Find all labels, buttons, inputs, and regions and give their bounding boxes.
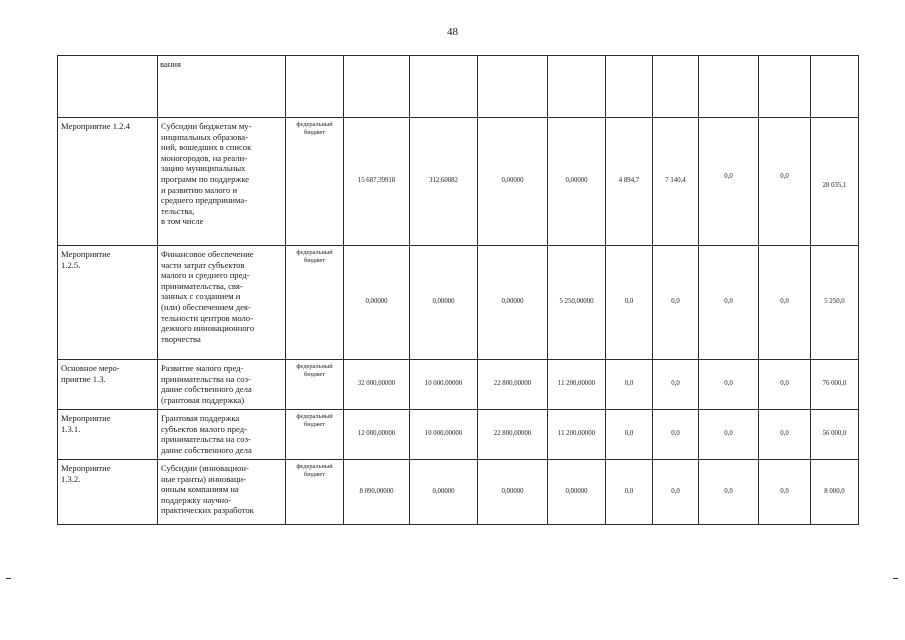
value-cell: 0,0 <box>699 410 759 460</box>
value-cell: 10 000,00000 <box>410 410 478 460</box>
total-cell: 28 035,1 <box>811 118 859 246</box>
measure-name-cell <box>158 360 286 410</box>
table-cell <box>759 56 811 118</box>
value-cell: 0,0 <box>606 360 653 410</box>
value-cell: 0,0 <box>699 360 759 410</box>
value-cell: 0,00000 <box>548 118 606 246</box>
table-row-continuation <box>58 56 859 118</box>
value-cell: 0,00000 <box>478 118 548 246</box>
value-cell: 0,00000 <box>478 460 548 525</box>
total-cell: 56 000,0 <box>811 410 859 460</box>
name-continuation: вания <box>160 59 181 69</box>
table-cell <box>158 56 286 118</box>
value-cell: 0,0 <box>759 410 811 460</box>
value-cell: 22 800,00000 <box>478 410 548 460</box>
measure-name-cell <box>158 246 286 360</box>
measure-code-cell <box>58 460 158 525</box>
funding-source-cell <box>286 246 344 360</box>
value-cell: 32 000,00000 <box>344 360 410 410</box>
table-cell <box>653 56 699 118</box>
measure-code-cell <box>58 118 158 246</box>
value-cell: 0,0 <box>653 460 699 525</box>
table-cell <box>478 56 548 118</box>
value-cell: 4 894,7 <box>606 118 653 246</box>
funding-source: федеральный бюджет <box>296 463 333 478</box>
measure-name-cell <box>158 460 286 525</box>
value-cell: 0,0 <box>759 118 811 246</box>
measure-name: Субсидии (инновацион- ные гранты) инноваци- онным компаниям на поддержку научно- практических разработок <box>161 463 254 516</box>
value-cell: 0,0 <box>699 118 759 246</box>
value-cell: 11 200,00000 <box>548 410 606 460</box>
value-cell: 5 250,00000 <box>548 246 606 360</box>
value-cell: 10 000,00000 <box>410 360 478 410</box>
value-cell: 0,0 <box>759 460 811 525</box>
value-cell: 0,0 <box>699 460 759 525</box>
funding-source: федеральный бюджет <box>296 249 333 264</box>
budget-table <box>57 55 859 525</box>
table-cell <box>344 56 410 118</box>
page-number: 48 <box>447 26 458 38</box>
value-cell: 0,00000 <box>344 246 410 360</box>
measure-code: Мероприятие 1.3.2. <box>61 463 111 484</box>
measure-name: Развитие малого пред- принимательства на соз- дание собственного дела (грантовая поддержка) <box>161 363 252 405</box>
scan-edge-mark <box>6 578 11 579</box>
funding-source: федеральный бюджет <box>296 363 333 378</box>
value-cell: 22 800,00000 <box>478 360 548 410</box>
scan-edge-mark <box>893 578 898 579</box>
value-cell: 0,0 <box>759 360 811 410</box>
value-cell: 0,0 <box>653 246 699 360</box>
measure-code: Мероприятие 1.2.5. <box>61 249 111 270</box>
table-row <box>58 360 859 410</box>
table-cell <box>286 56 344 118</box>
table-cell <box>606 56 653 118</box>
value-cell: 0,0 <box>606 460 653 525</box>
value-cell: 0,00000 <box>410 246 478 360</box>
value-cell: 0,0 <box>699 246 759 360</box>
funding-source: федеральный бюджет <box>296 413 333 428</box>
total-cell: 8 000,0 <box>811 460 859 525</box>
total-cell: 5 250,0 <box>811 246 859 360</box>
measure-name-cell <box>158 410 286 460</box>
funding-source: федеральный бюджет <box>296 121 333 136</box>
measure-name: Грантовая поддержка субъектов малого пред- принимательства на соз- дание собственного дела <box>161 413 252 455</box>
total-cell: 76 000,0 <box>811 360 859 410</box>
measure-code-cell <box>58 246 158 360</box>
value-cell: 0,00000 <box>410 460 478 525</box>
value-cell: 0,0 <box>759 246 811 360</box>
table-cell <box>548 56 606 118</box>
measure-code: Мероприятие 1.2.4 <box>61 121 130 131</box>
table-row <box>58 410 859 460</box>
value-cell: 0,0 <box>606 410 653 460</box>
table-cell <box>699 56 759 118</box>
value-cell: 0,00000 <box>548 460 606 525</box>
value-cell: 0,00000 <box>478 246 548 360</box>
measure-code-cell <box>58 360 158 410</box>
funding-source-cell <box>286 460 344 525</box>
value-cell: 0,0 <box>653 410 699 460</box>
funding-source-cell <box>286 118 344 246</box>
table-cell <box>410 56 478 118</box>
measure-code: Основное меро- приятие 1.3. <box>61 363 120 384</box>
value-cell: 15 687,39918 <box>344 118 410 246</box>
table-row <box>58 460 859 525</box>
value-cell: 8 090,00000 <box>344 460 410 525</box>
value-cell: 0,0 <box>653 360 699 410</box>
measure-name: Финансовое обеспечение части затрат субъектов малого и среднего пред- принимательства, свя- занных с созданием и (или) обеспечением дея- тельности центров моло- дежного инновационного творчества <box>161 249 255 344</box>
funding-source-cell <box>286 360 344 410</box>
value-cell: 7 140,4 <box>653 118 699 246</box>
value-cell: 11 200,00000 <box>548 360 606 410</box>
value-cell: 12 000,00000 <box>344 410 410 460</box>
measure-code: Мероприятие 1.3.1. <box>61 413 111 434</box>
table-row <box>58 246 859 360</box>
table-cell <box>811 56 859 118</box>
measure-code-cell <box>58 410 158 460</box>
measure-name: Субсидии бюджетам му- ниципальных образова- ний, вошедших в список моногородов, на реали- зацию муниципальных программ по поддержке и развитию малого и среднего предпринима- тельства, в том числе <box>161 121 252 227</box>
table-row <box>58 118 859 246</box>
value-cell: 0,0 <box>606 246 653 360</box>
table-cell <box>58 56 158 118</box>
measure-name-cell <box>158 118 286 246</box>
value-cell: 312,60082 <box>410 118 478 246</box>
funding-source-cell <box>286 410 344 460</box>
